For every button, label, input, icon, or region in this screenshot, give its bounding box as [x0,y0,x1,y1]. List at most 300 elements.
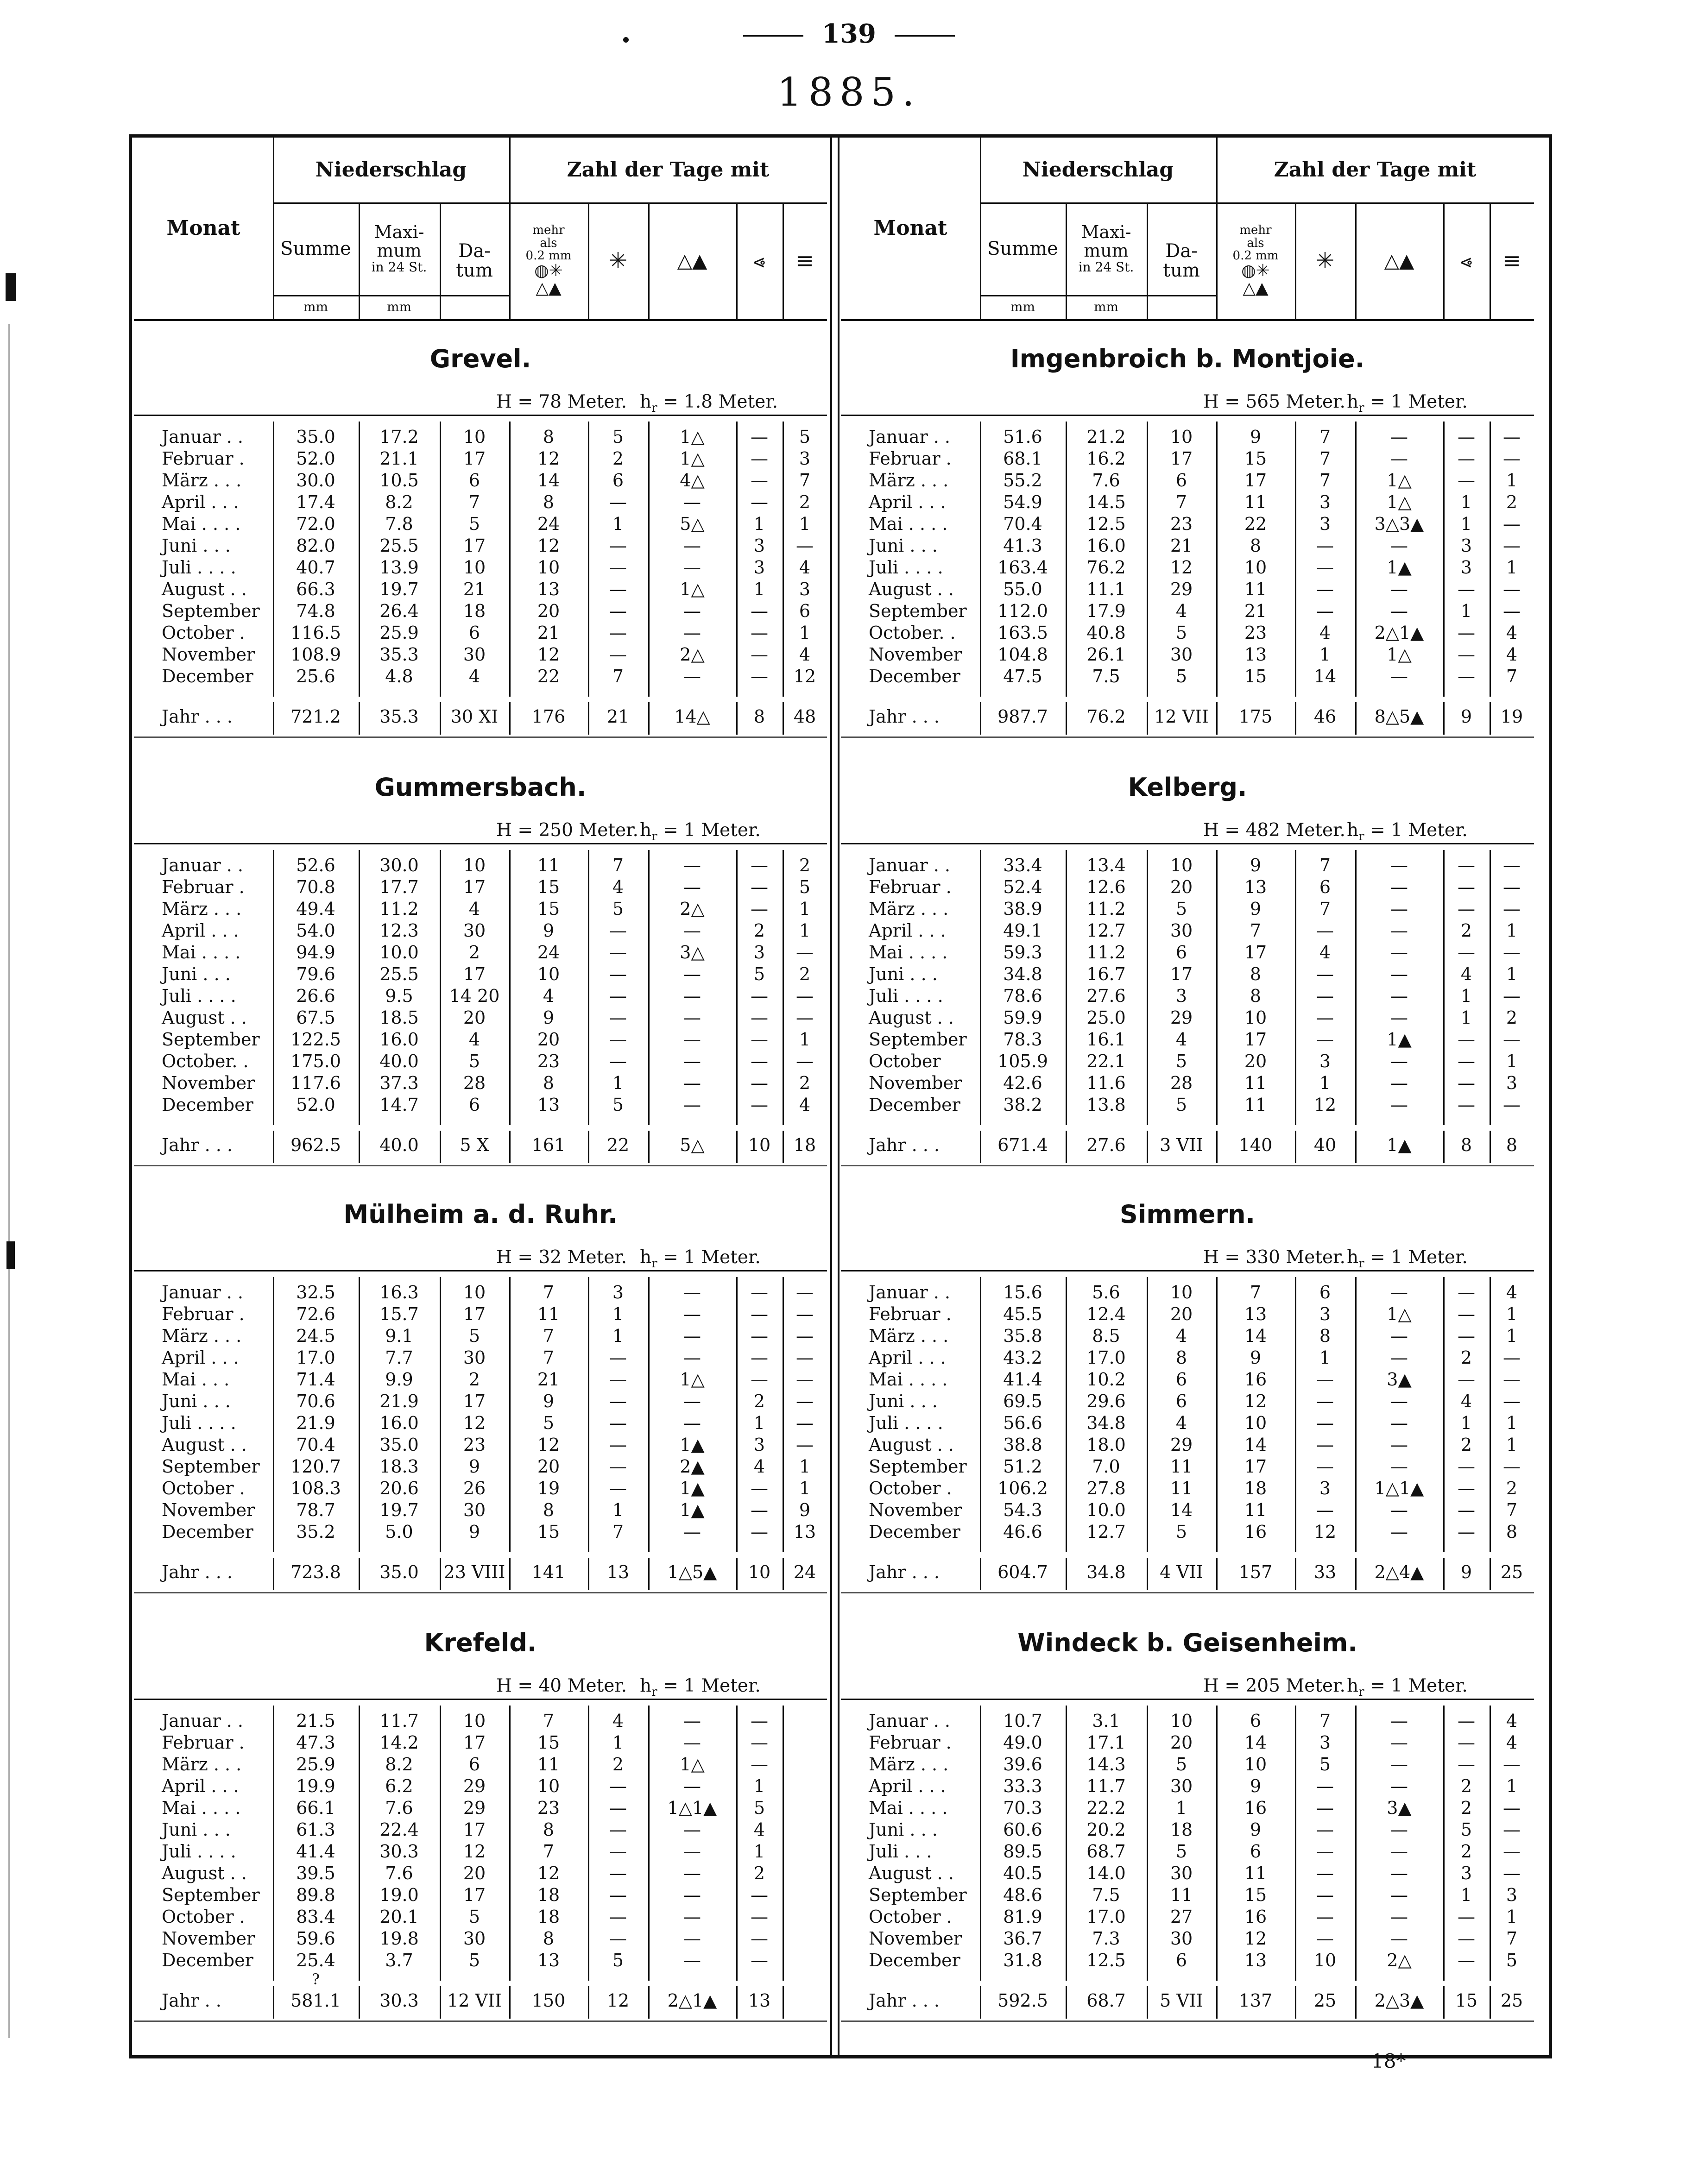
table-cell: — [1503,535,1521,556]
month-label: Januar . . [869,1282,950,1303]
table-cell: 13 [1244,877,1267,897]
table-cell: — [1458,1326,1475,1346]
table-cell: 14.2 [379,1732,419,1753]
table-cell: 21.2 [1086,427,1126,447]
month-label: Juli . . . . [162,557,236,578]
table-cell: 14.5 [1086,492,1126,512]
year-cell: 14△ [674,706,710,727]
table-cell: 29.6 [1086,1391,1126,1411]
table-cell: 10 [463,1282,486,1303]
year-cell: 721.2 [290,706,341,727]
year-column-rule [588,1131,589,1163]
table-cell: 13 [537,1095,560,1115]
table-cell: 13.4 [1086,855,1126,875]
header-more-than [509,202,588,319]
table-cell: — [609,623,627,643]
header-maximum-line: in 24 St. [1078,259,1134,275]
station-section [134,1606,827,2023]
table-cell: 4 [543,986,555,1006]
column-rule [1066,1277,1067,1552]
month-label: Februar . [162,877,245,897]
table-cell: 12 [1313,1095,1337,1115]
table-cell: 11.6 [1086,1073,1126,1093]
table-cell: 1 [799,623,811,643]
table-cell: — [1458,579,1475,599]
table-cell: — [1503,1095,1521,1115]
table-cell: — [796,1326,814,1346]
table-row [841,876,1534,898]
table-cell: 10 [463,557,486,578]
table-cell: 2 [1460,1347,1472,1368]
table-cell: 5△ [680,514,705,534]
table-row [134,644,827,665]
year-cell: 962.5 [290,1135,341,1155]
station-section [841,750,1534,1167]
table-cell: 10.2 [1086,1369,1126,1390]
table-cell: — [751,1304,768,1324]
table-cell: 10 [1170,1282,1193,1303]
table-row [134,622,827,643]
table-cell: 23 [537,1051,560,1071]
table-cell: 2 [1506,1007,1518,1028]
header-maximum-line: Maxi- [374,222,424,243]
table-cell: — [1390,1456,1408,1477]
table-cell: — [796,1369,814,1390]
table-cell: 68.1 [1003,448,1042,469]
table-cell [783,1863,827,1884]
month-label: September [869,1456,967,1477]
table-cell: — [1390,855,1408,875]
year-column-rule [1490,1558,1491,1590]
table-cell: 42.6 [1003,1073,1042,1093]
table-cell: 8 [1250,964,1262,984]
month-label: October . [162,623,245,643]
table-cell: — [1316,1885,1334,1905]
table-cell: — [683,1711,701,1731]
table-cell: — [796,1347,814,1368]
table-cell: 19.0 [379,1885,419,1905]
station-elevation: H = 78 Meter. [496,391,627,412]
table-cell: 24 [537,942,560,963]
section-rule [134,843,827,844]
table-cell: 18.5 [379,1007,419,1028]
table-cell: 4 [1175,1029,1187,1050]
table-cell: — [796,1051,814,1071]
table-row [841,898,1534,919]
header-precipitation: Niederschlag [1022,157,1174,182]
month-label: October . [162,1907,245,1927]
table-cell: — [1390,1819,1408,1840]
table-cell: 6 [1250,1841,1262,1862]
year-column-rule [1147,702,1148,735]
year-cell: 5 VII [1160,1990,1203,2011]
month-label: April . . . [869,1347,946,1368]
year-cell: 35.0 [379,1562,419,1582]
year-column-rule [588,1986,589,2019]
header-month: Monat [873,216,947,240]
table-cell: — [1503,1863,1521,1883]
table-cell: 1 [612,1304,624,1324]
column-rule [980,422,981,697]
table-row [134,1499,827,1521]
table-cell: 15 [537,899,560,919]
table-cell: 49.4 [296,899,335,919]
month-label: Februar . [162,1304,245,1324]
table-cell: — [1503,601,1521,621]
table-cell: 20 [1170,1304,1193,1324]
table-cell: — [751,1950,768,1970]
month-label: August . . [869,1007,954,1028]
table-cell: 40.0 [379,1051,419,1071]
table-cell: 12 [793,666,816,686]
table-cell: 10.5 [379,470,419,491]
table-cell: 5.6 [1092,1282,1120,1303]
table-cell: 1 [1506,920,1518,941]
table-cell: 26 [463,1478,486,1498]
table-cell: 5.0 [385,1522,413,1542]
month-label: October. . [162,1051,249,1071]
table-cell: 22.4 [379,1819,419,1840]
table-cell: — [1503,448,1521,469]
table-row [134,1456,827,1477]
header-maximum-line: mum [377,240,422,261]
table-cell: 1 [1506,964,1518,984]
table-cell: 16.2 [1086,448,1126,469]
table-cell: 3△3▲ [1374,514,1424,534]
table-cell: 1 [612,1326,624,1346]
year-label: Jahr . . . [869,1562,940,1582]
section-bottom-rule [841,736,1534,738]
table-row [841,1029,1534,1050]
year-cell: 40.0 [379,1135,419,1155]
rain-gauge-height: $h_r = 1$ Meter. [640,1675,761,1699]
table-cell: 39.6 [1003,1754,1042,1775]
column-rule [1490,1277,1491,1552]
table-cell: 1 [612,1073,624,1093]
table-cell: 49.0 [1003,1732,1042,1753]
table-cell: — [1503,1391,1521,1411]
thunderstorm-icon: ⩹ [753,248,765,272]
table-row [134,920,827,941]
month-label: November [869,1928,962,1949]
table-cell: 29 [463,1798,486,1818]
section-bottom-rule [841,1592,1534,1593]
month-label: October [869,1051,941,1071]
header-row-rule [980,295,1216,296]
table-cell: 20 [463,1863,486,1883]
month-label: December [162,666,253,686]
table-cell: 9 [1250,1819,1262,1840]
table-cell: 1 [1506,557,1518,578]
year-cell: 8△5▲ [1374,706,1424,727]
table-cell: 12.5 [1086,1950,1126,1970]
year-column-rule [1066,1131,1067,1163]
table-cell: 8 [543,492,555,512]
table-cell: 3 [753,1435,765,1455]
table-cell: 10 [537,557,560,578]
table-cell: — [609,1051,627,1071]
table-row [841,535,1534,556]
table-cell: 1△ [1387,644,1412,665]
table-cell: 104.8 [997,644,1048,665]
year-cell: 18 [793,1135,816,1155]
table-cell: 4 [468,666,480,686]
month-label: Mai . . . [162,1369,230,1390]
column-rule [1355,1277,1357,1552]
table-cell: 14.0 [1086,1863,1126,1883]
table-cell: 17 [463,1885,486,1905]
table-cell: 1 [1460,514,1472,534]
year-cell: 176 [531,706,566,727]
month-label: März . . . [869,899,949,919]
table-cell: — [1316,920,1334,941]
table-cell: — [751,1732,768,1753]
table-cell: — [1503,1841,1521,1862]
header-more-line: △▲ [1243,278,1269,298]
table-cell: 17.2 [379,427,419,447]
table-cell: — [683,623,701,643]
year-cell: 46 [1313,706,1337,727]
month-label: Mai . . . . [162,942,241,963]
table-cell: 1△1▲ [1374,1478,1424,1498]
table-cell: — [1390,1326,1408,1346]
year-cell: 21 [606,706,630,727]
header-column-rule [359,202,360,319]
header-more-than [1216,202,1295,319]
table-cell: 52.0 [296,1095,335,1115]
table-cell: — [683,535,701,556]
header-sum: Summe [987,238,1058,259]
table-cell: 15 [537,877,560,897]
column-rule [359,422,360,697]
table-cell: — [1390,942,1408,963]
table-cell: — [609,1863,627,1883]
table-cell: 30 [463,1928,486,1949]
table-cell: 1 [1506,1435,1518,1455]
table-cell: 25.4 [296,1950,335,1970]
table-cell: 1 [1319,1073,1331,1093]
table-cell: — [1458,1928,1475,1949]
month-label: Juni . . . [869,964,938,984]
table-cell: 59.9 [1003,1007,1042,1028]
table-cell: 7.7 [385,1347,413,1368]
month-label: März . . . [162,899,242,919]
table-cell: 59.6 [296,1928,335,1949]
table-cell: 10 [463,855,486,875]
year-column-rule [1216,1986,1218,2019]
table-cell: — [1316,557,1334,578]
year-column-rule [980,702,981,735]
table-cell: 14 [1313,666,1337,686]
table-cell: 30 [1170,644,1193,665]
year-column-rule [1443,1558,1445,1590]
table-cell: — [609,492,627,512]
table-row [134,600,827,622]
table-cell: — [1458,1500,1475,1520]
year-column-rule [1295,1558,1296,1590]
table-cell: 2 [799,492,811,512]
year-cell: 5△ [680,1135,705,1155]
table-cell: — [1458,1456,1475,1477]
table-cell: 7 [468,492,480,512]
table-row [134,898,827,919]
table-cell: — [1390,899,1408,919]
table-cell: 30 [463,644,486,665]
table-row [134,1710,827,1731]
table-row [134,448,827,469]
table-row [841,920,1534,941]
table-cell: — [1316,1007,1334,1028]
table-cell: 3 [753,557,765,578]
column-rule [588,850,589,1125]
table-cell: 19.7 [379,1500,419,1520]
table-cell: — [1503,1754,1521,1775]
table-row [134,1412,827,1434]
table-cell: 3 [799,448,811,469]
table-cell: 10.7 [1003,1711,1042,1731]
month-label: December [869,666,960,686]
table-cell: 1 [1506,1051,1518,1071]
table-cell: — [796,942,814,963]
table-cell: 21.5 [296,1711,335,1731]
table-cell: — [1503,986,1521,1006]
table-cell: 10 [1170,1711,1193,1731]
table-cell: 68.7 [1086,1841,1126,1862]
table-cell: 4 [468,899,480,919]
table-cell: — [1390,427,1408,447]
table-cell: — [1316,1776,1334,1796]
right-panel [841,138,1534,2051]
table-cell: 2 [1460,1798,1472,1818]
table-cell: — [1390,1885,1408,1905]
table-cell: 8 [1506,1522,1518,1542]
rain-gauge-height: $h_r = 1$ Meter. [640,1247,761,1271]
column-rule [1355,422,1357,697]
table-row [841,579,1534,600]
section-rule [841,415,1534,416]
table-cell: — [609,1456,627,1477]
table-cell: 8 [543,1073,555,1093]
station-name: Krefeld. [424,1628,537,1657]
year-cell: 25 [1500,1990,1523,2011]
table-cell: — [1316,601,1334,621]
table-cell: — [683,1326,701,1346]
table-cell: 11.2 [1086,899,1126,919]
header-days-with: Zahl der Tage mit [567,157,770,182]
table-cell: 4 [1506,623,1518,643]
table-cell: 1 [753,1841,765,1862]
table-row [841,1906,1534,1927]
table-cell: 11 [1244,1095,1267,1115]
table-cell: 7 [1319,855,1331,875]
table-row [841,1710,1534,1731]
table-cell: 22.2 [1086,1798,1126,1818]
table-cell: 29 [1170,579,1193,599]
table-cell: — [609,942,627,963]
header-column-rule [1066,202,1067,319]
section-rule [841,1699,1534,1700]
table-cell: 6 [612,470,624,491]
table-cell: 30.0 [379,855,419,875]
table-row [134,1775,827,1797]
table-cell: — [683,1885,701,1905]
table-cell: 15.6 [1003,1282,1042,1303]
table-cell: 12 [1244,1928,1267,1949]
year-column-rule [509,1131,511,1163]
table-cell: 17 [463,877,486,897]
table-cell: 1 [1506,1776,1518,1796]
table-cell: 7 [1250,1282,1262,1303]
table-cell: 49.1 [1003,920,1042,941]
table-cell: 4 [1506,1711,1518,1731]
table-row [841,1521,1534,1542]
year-column-rule [1216,702,1218,735]
header-row-rule [980,202,1534,204]
table-row [841,448,1534,469]
year-cell: 13 [748,1990,771,2011]
month-label: April . . . [162,492,239,512]
month-label: Juni . . . [162,964,231,984]
month-label: März . . . [162,1326,242,1346]
table-row [134,1797,827,1819]
table-cell: — [683,1095,701,1115]
month-label: December [162,1950,253,1970]
table-cell: 47.5 [1003,666,1042,686]
table-cell: 7 [543,1841,555,1862]
year-column-rule [648,1986,650,2019]
table-cell: 7 [543,1326,555,1346]
year-column-rule [1490,1131,1491,1163]
table-cell: 6 [1175,1950,1187,1970]
table-cell: 22 [537,666,560,686]
table-cell: — [751,1522,768,1542]
table-cell: 3 [753,942,765,963]
table-cell: — [1503,855,1521,875]
table-cell: 10 [463,427,486,447]
table-cell: — [683,1522,701,1542]
month-label: Januar . . [869,1711,950,1731]
table-cell: 11.1 [1086,579,1126,599]
table-cell: — [1390,1522,1408,1542]
table-cell: 1 [1506,1907,1518,1927]
table-cell: 21 [1170,535,1193,556]
table-row [841,470,1534,491]
rain-gauge-height: $h_r = 1$ Meter. [640,820,761,843]
year-cell: 161 [531,1135,566,1155]
year-cell: 10 [748,1562,771,1582]
year-total-row [134,706,827,727]
table-cell: — [1390,666,1408,686]
month-label: Juli . . . [869,1841,932,1862]
table-cell: 5 [612,899,624,919]
table-cell: — [1390,1907,1408,1927]
table-cell: 28 [463,1073,486,1093]
table-cell: — [1390,535,1408,556]
header-more-line: ◍✳ [534,261,563,281]
table-cell: 14 [1244,1732,1267,1753]
table-cell: 3 [1460,557,1472,578]
column-header [134,138,827,321]
year-total-row [134,1134,827,1156]
table-cell: — [1390,964,1408,984]
rain-gauge-height: $h_r = 1$ Meter. [1347,1675,1468,1699]
table-cell: 4 [1319,623,1331,643]
table-cell: 1 [799,920,811,941]
table-cell: — [683,1347,701,1368]
table-cell: 20.2 [1086,1819,1126,1840]
header-days-with: Zahl der Tage mit [1274,157,1477,182]
section-rule [841,843,1534,844]
